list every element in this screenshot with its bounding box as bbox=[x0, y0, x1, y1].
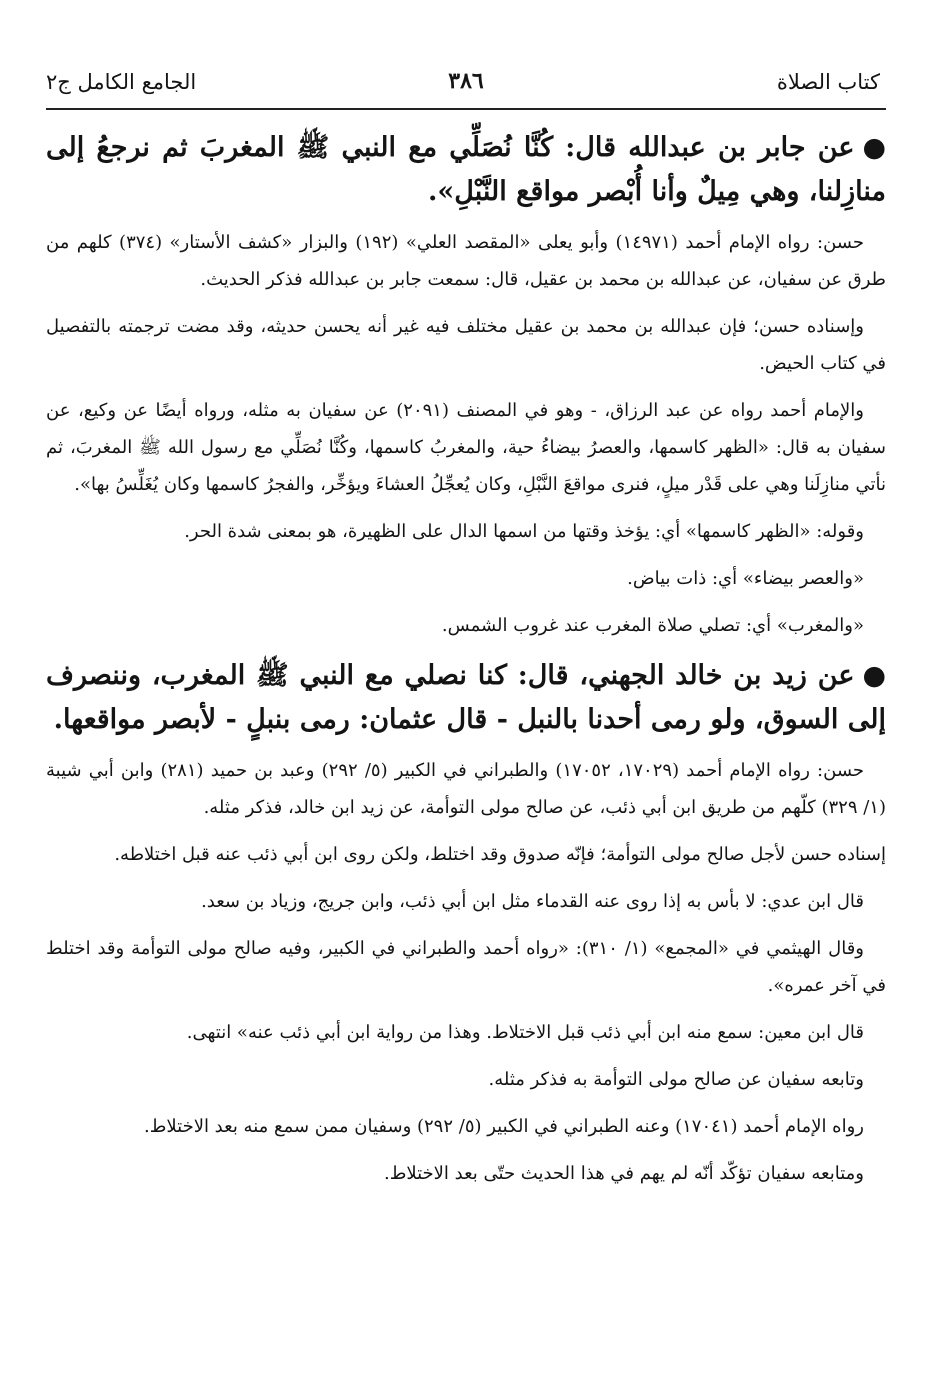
hadith-text bbox=[46, 126, 886, 214]
bullet-icon: ● bbox=[862, 132, 886, 163]
running-head-section: كتاب الصلاة bbox=[776, 70, 880, 94]
running-head-book-title: الجامع الكامل ج٢ bbox=[46, 70, 197, 94]
commentary-paragraph: «والعصر بيضاء» أي: ذات بياض. bbox=[627, 568, 864, 589]
hadith-body: عن زيد بن خالد الجهني، قال: كنا نصلي مع النبي ﷺ المغرب، وننصرف إلى السوق، ولو رمى أحدنا بالنبل - قال عثمان: رمى بنبلٍ - لأبصر مواقعها. bbox=[46, 660, 886, 735]
commentary-paragraph: حسن: رواه الإمام أحمد (١٤٩٧١) وأبو يعلى «المقصد العلي» (١٩٢) والبزار «كشف الأستار» (٣٧٤) كلهم من طرق عن سفيان، عن عبدالله بن محمد بن عقيل، قال: سمعت جابر بن عبدالله فذكر الحديث. bbox=[46, 232, 886, 290]
commentary-paragraph: قال ابن معين: سمع منه ابن أبي ذئب قبل الاختلاط. وهذا من رواية ابن أبي ذئب عنه» انتهى. bbox=[186, 1022, 864, 1043]
commentary-paragraph: وقال الهيثمي في «المجمع» (١/ ٣١٠): «رواه أحمد والطبراني في الكبير، وفيه صالح مولى التوأمة وقد اختلط في آخر عمره». bbox=[46, 938, 886, 996]
commentary-paragraph: والإمام أحمد رواه عن عبد الرزاق، - وهو في المصنف (٢٠٩١) عن سفيان به مثله، ورواه أيضًا عن وكيع، عن سفيان به قال: «الظهر كاسمها، والعصرُ بيضاءُ حية، والمغربُ كاسمها، وكُنَّا نُصَلِّي مع رسول الله ﷺ المغربَ، ثم نأتي منازِلَنا وهي على قَدْر ميلٍ، فنرى مواقعَ النَّبْلِ، وكان يُعجِّلُ العشاءَ ويؤخِّر، والفجرُ كاسمها وكان يُغَلِّسُ بها». bbox=[46, 400, 886, 495]
commentary-paragraph: ومتابعه سفيان تؤكّد أنّه لم يهم في هذا الحديث حتّى بعد الاختلاط. bbox=[383, 1163, 864, 1184]
commentary-paragraph: حسن: رواه الإمام أحمد (١٧٠٢٩، ١٧٠٥٢) والطبراني في الكبير (٥/ ٢٩٢) وعبد بن حميد (٢٨١) وابن أبي شيبة (١/ ٣٢٩) كلّهم من طريق ابن أبي ذئب، عن صالح مولى التوأمة، عن زيد ابن خالد، فذكر مثله. bbox=[46, 760, 886, 818]
book-page bbox=[46, 60, 886, 1202]
page-header bbox=[46, 60, 886, 110]
hadith-text bbox=[46, 654, 886, 742]
hadith-body: عن جابر بن عبدالله قال: كُنَّا نُصَلِّي مع النبي ﷺ المغربَ ثم نرجعُ إلى منازِلنا، وهي مِيلٌ وأنا أُبْصر مواقع النَّبْلِ». bbox=[46, 132, 886, 207]
commentary-paragraph: رواه الإمام أحمد (١٧٠٤١) وعنه الطبراني في الكبير (٥/ ٢٩٢) وسفيان ممن سمع منه بعد الاختلاط. bbox=[144, 1116, 864, 1137]
page-body bbox=[46, 110, 886, 1192]
page-number: ٣٨٦ bbox=[448, 68, 484, 94]
commentary-paragraph: وتابعه سفيان عن صالح مولى التوأمة به فذكر مثله. bbox=[488, 1069, 864, 1090]
commentary-paragraph: وإسناده حسن؛ فإن عبدالله بن محمد بن عقيل مختلف فيه غير أنه يحسن حديثه، وقد مضت ترجمته بالتفصيل في كتاب الحيض. bbox=[46, 316, 886, 374]
bullet-icon: ● bbox=[862, 660, 886, 691]
commentary-paragraph: إسناده حسن لأجل صالح مولى التوأمة؛ فإنّه صدوق وقد اختلط، ولكن روى ابن أبي ذئب عنه قبل اختلاطه. bbox=[114, 844, 886, 865]
commentary-paragraph: قال ابن عدي: لا بأس به إذا روى عنه القدماء مثل ابن أبي ذئب، وابن جريج، وزياد بن سعد. bbox=[201, 891, 864, 912]
commentary-paragraph: وقوله: «الظهر كاسمها» أي: يؤخذ وقتها من اسمها الدال على الظهيرة، هو بمعنى شدة الحر. bbox=[184, 521, 864, 542]
commentary-paragraph: «والمغرب» أي: تصلي صلاة المغرب عند غروب الشمس. bbox=[441, 615, 864, 636]
